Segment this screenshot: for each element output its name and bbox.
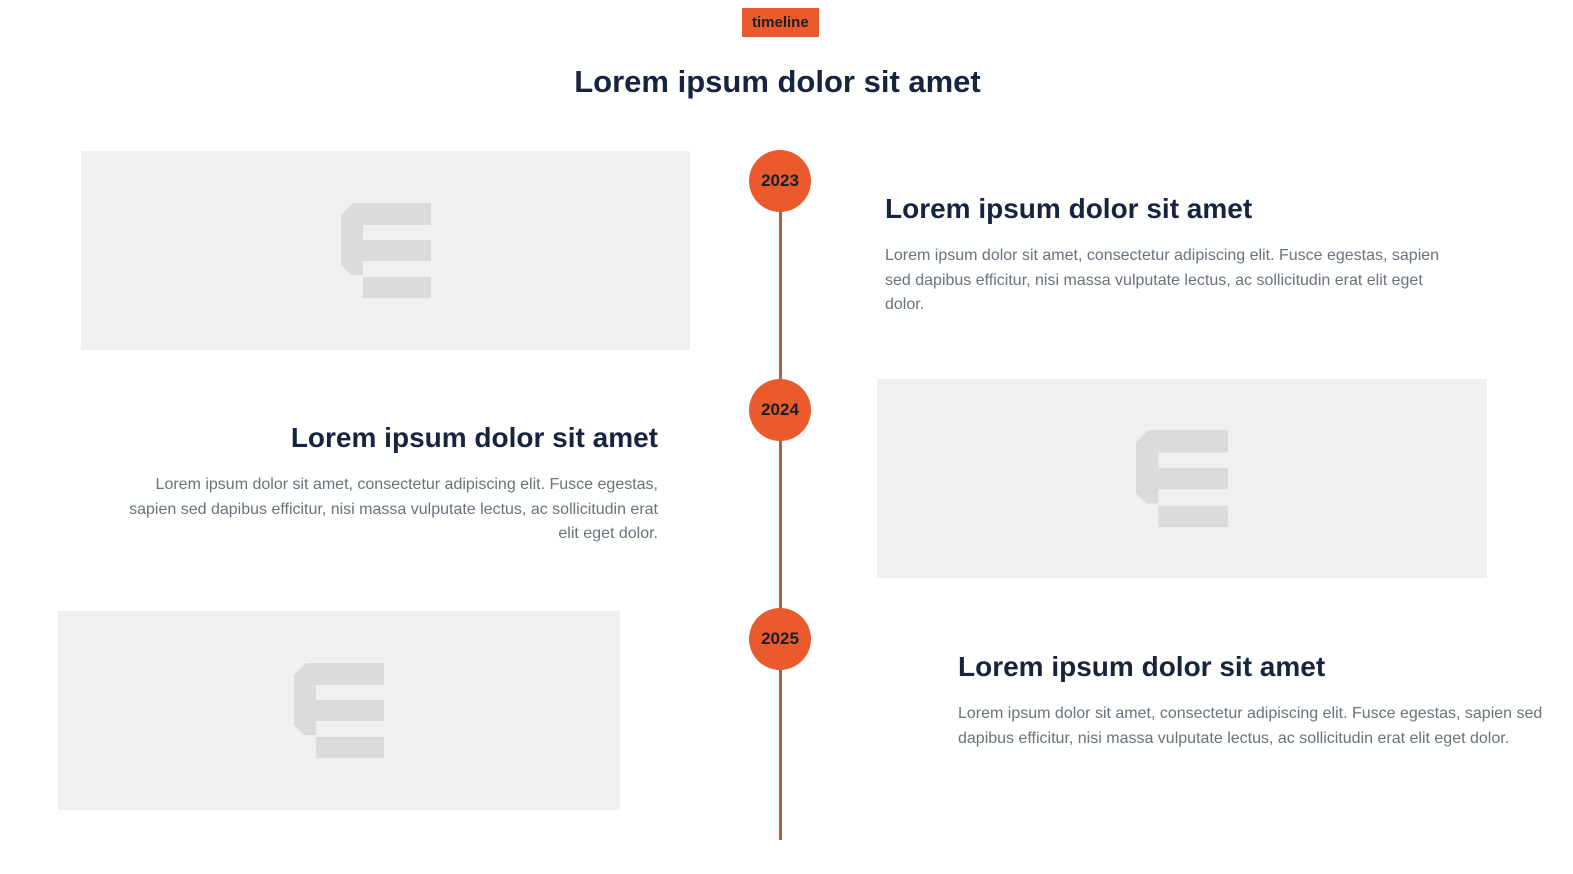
image-placeholder [877, 379, 1487, 578]
image-placeholder [58, 611, 620, 810]
timeline-badge: timeline [742, 8, 819, 37]
placeholder-logo-icon [341, 203, 431, 298]
entry-description: Lorem ipsum dolor sit amet, consectetur adipiscing elit. Fusce egestas, sapien sed dapibus efficitur, nisi massa vulputate lectus, ac sollicitudin erat elit eget dolor. [129, 476, 658, 542]
entry-title: Lorem ipsum dolor sit amet [290, 422, 658, 453]
year-label: 2024 [761, 400, 799, 419]
entry-description: Lorem ipsum dolor sit amet, consectetur adipiscing elit. Fusce egestas, sapien sed dapibus efficitur, nisi massa vulputate lectus, ac sollicitudin erat elit eget dolor. [958, 705, 1543, 747]
timeline-entry [108, 421, 658, 547]
year-label: 2025 [761, 629, 799, 648]
timeline-year-node [749, 379, 811, 441]
timeline-entry [958, 650, 1573, 751]
timeline-year-node [749, 608, 811, 670]
entry-title: Lorem ipsum dolor sit amet [958, 651, 1326, 682]
image-placeholder [81, 151, 690, 350]
entry-title: Lorem ipsum dolor sit amet [885, 193, 1253, 224]
timeline-entry [885, 192, 1465, 318]
placeholder-logo-icon [294, 663, 384, 758]
entry-description: Lorem ipsum dolor sit amet, consectetur adipiscing elit. Fusce egestas, sapien sed dapibus efficitur, nisi massa vulputate lectus, ac sollicitudin erat elit eget dolor. [885, 247, 1440, 313]
year-label: 2023 [761, 171, 799, 190]
page-title: Lorem ipsum dolor sit amet [574, 64, 981, 99]
placeholder-logo-icon [1136, 430, 1228, 527]
timeline-line [779, 181, 782, 840]
timeline-year-node [749, 150, 811, 212]
